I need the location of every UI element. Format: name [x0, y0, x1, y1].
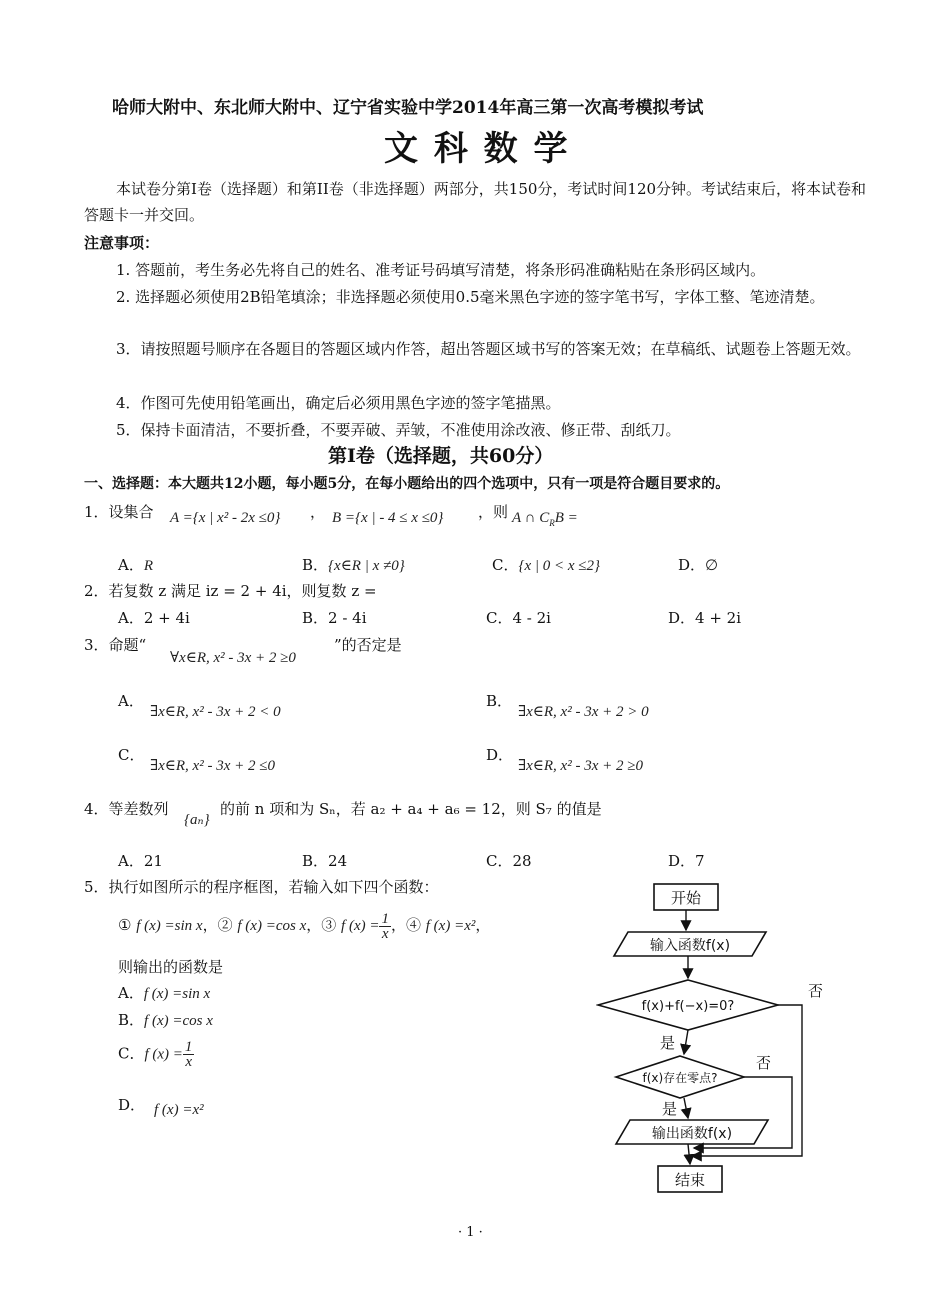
q2-option-d: D．4 + 2i	[668, 609, 742, 627]
note-item-5: 5．保持卡面清洁，不要折叠，不要弄破、弄皱，不准使用涂改液、修正带、刮纸刀。	[116, 421, 681, 439]
q3-option-a-label: A．	[118, 692, 144, 710]
exam-title: 文 科 数 学	[384, 129, 570, 169]
q3-option-a-text: ∃x∈R, x² - 3x + 2 < 0	[150, 704, 281, 720]
q1-expression: A ∩ $C_RB$ =	[512, 510, 578, 528]
note-item-2: 2. 选择题必须使用2B铅笔填涂；非选择题必须使用0.5毫米黑色字迹的签字笔书写，字体工整、笔迹清楚。	[116, 288, 825, 306]
q4-sequence: {aₙ}	[184, 812, 210, 828]
q3-stem-after: ”的否定是	[334, 636, 402, 654]
q5-option-a: A．f (x) =sin x	[118, 984, 211, 1002]
flow-output-label: 输出函数f(x)	[651, 1126, 733, 1142]
note-item-3: 3．请按照题号顺序在各题目的答题区域内作答，超出答题区域书写的答案无效；在草稿纸、试题卷上答题无效。	[116, 340, 861, 358]
q5-ask: 则输出的函数是	[118, 958, 224, 976]
q1-option-c: C．{x | 0 < x ≤2}	[492, 556, 601, 574]
flow-yes2-label: 是	[662, 1100, 678, 1118]
q4-stem-after: 的前 n 项和为 Sₙ，若 a₂ + a₄ + a₆ = 12，则 S₇ 的值是	[220, 800, 602, 818]
question-3: 3．命题“	[84, 636, 147, 654]
q5-option-d-label: D．	[118, 1096, 146, 1114]
q1-option-b: B．{x∈R | x ≠0}	[302, 556, 405, 574]
q4-option-d: D．7	[668, 852, 705, 870]
flow-cond1-label: f(x)+f(−x)=0?	[641, 999, 735, 1014]
note-item-1: 1. 答题前，考生务必先将自己的姓名、准考证号码填写清楚，将条形码准确粘贴在条形码区域内。	[116, 261, 766, 279]
q3-option-c-label: C．	[118, 746, 145, 764]
flow-no1-label: 否	[808, 982, 824, 1000]
q4-option-a: A．21	[118, 852, 163, 870]
q5-option-c: C．f (x) = $\frac{1}{x}$	[118, 1039, 193, 1070]
q1-set-a: A ={x | x² - 2x ≤0}	[170, 510, 281, 526]
q1-option-a: A．R	[118, 556, 154, 574]
flow-yes1-label: 是	[660, 1034, 676, 1052]
flow-cond2-label: f(x)存在零点?	[642, 1071, 718, 1085]
q2-option-c: C．4 - 2i	[486, 609, 551, 627]
flow-input-label: 输入函数f(x)	[649, 938, 731, 954]
question-1	[84, 499, 154, 525]
section-instruction: 一、选择题：本大题共12小题，每小题5分，在每小题给出的四个选项中，只有一项是符合题目要求的。	[84, 476, 730, 492]
q1-then: ，则	[478, 503, 509, 521]
q4-option-b: B．24	[302, 852, 348, 870]
flow-no2-label: 否	[756, 1054, 772, 1072]
q3-option-d-label: D．	[486, 746, 514, 764]
notes-heading: 注意事项：	[84, 234, 160, 252]
q5-function-list: ① f (x) =sin x，② f (x) =cos x，③ f (x) = $\frac{1}{x}$ ，④ f (x) =x²，	[118, 910, 491, 942]
flow-end-label: 结束	[674, 1171, 706, 1189]
q5-option-b: B．f (x) =cos x	[118, 1011, 213, 1029]
q1-option-d: D．∅	[678, 556, 719, 574]
note-item-4: 4．作图可先使用铅笔画出，确定后必须用黑色字迹的签字笔描黑。	[116, 394, 561, 412]
q1-comma: ，	[310, 503, 326, 521]
q1-number: 1．	[84, 503, 109, 521]
q3-option-c-text: ∃x∈R, x² - 3x + 2 ≤0	[150, 758, 275, 774]
question-2: 2．若复数 z 满足 iz = 2 + 4i，则复数 z =	[84, 582, 377, 600]
q2-option-a: A．2 + 4i	[118, 609, 190, 627]
program-flowchart	[596, 876, 856, 1206]
flow-start-label: 开始	[670, 889, 702, 907]
q3-option-d-text: ∃x∈R, x² - 3x + 2 ≥0	[518, 758, 643, 774]
question-5: 5．执行如图所示的程序框图，若输入如下四个函数：	[84, 878, 439, 896]
question-4: 4．等差数列	[84, 800, 169, 818]
intro-paragraph: 本试卷分第I卷（选择题）和第II卷（非选择题）两部分，共150分，考试时间120分钟。考试结束后，将本试卷和答题卡一并交回。	[84, 180, 867, 224]
q2-option-b: B．2 - 4i	[302, 609, 367, 627]
q1-set-b: B ={x | - 4 ≤ x ≤0}	[332, 510, 444, 526]
q5-option-d-text: f (x) =x²	[154, 1102, 204, 1118]
q4-option-c: C．28	[486, 852, 532, 870]
q3-option-b-text: ∃x∈R, x² - 3x + 2 > 0	[518, 704, 649, 720]
q1-stem: 设集合	[108, 503, 154, 521]
q3-proposition: ∀x∈R, x² - 3x + 2 ≥0	[170, 650, 296, 666]
section-title: 第I卷（选择题，共60分）	[328, 445, 554, 467]
q3-option-b-label: B．	[486, 692, 513, 710]
exam-subtitle: 哈师大附中、东北师大附中、辽宁省实验中学2014年高三第一次高考模拟考试	[112, 98, 704, 118]
page-number: · 1 ·	[458, 1225, 483, 1240]
